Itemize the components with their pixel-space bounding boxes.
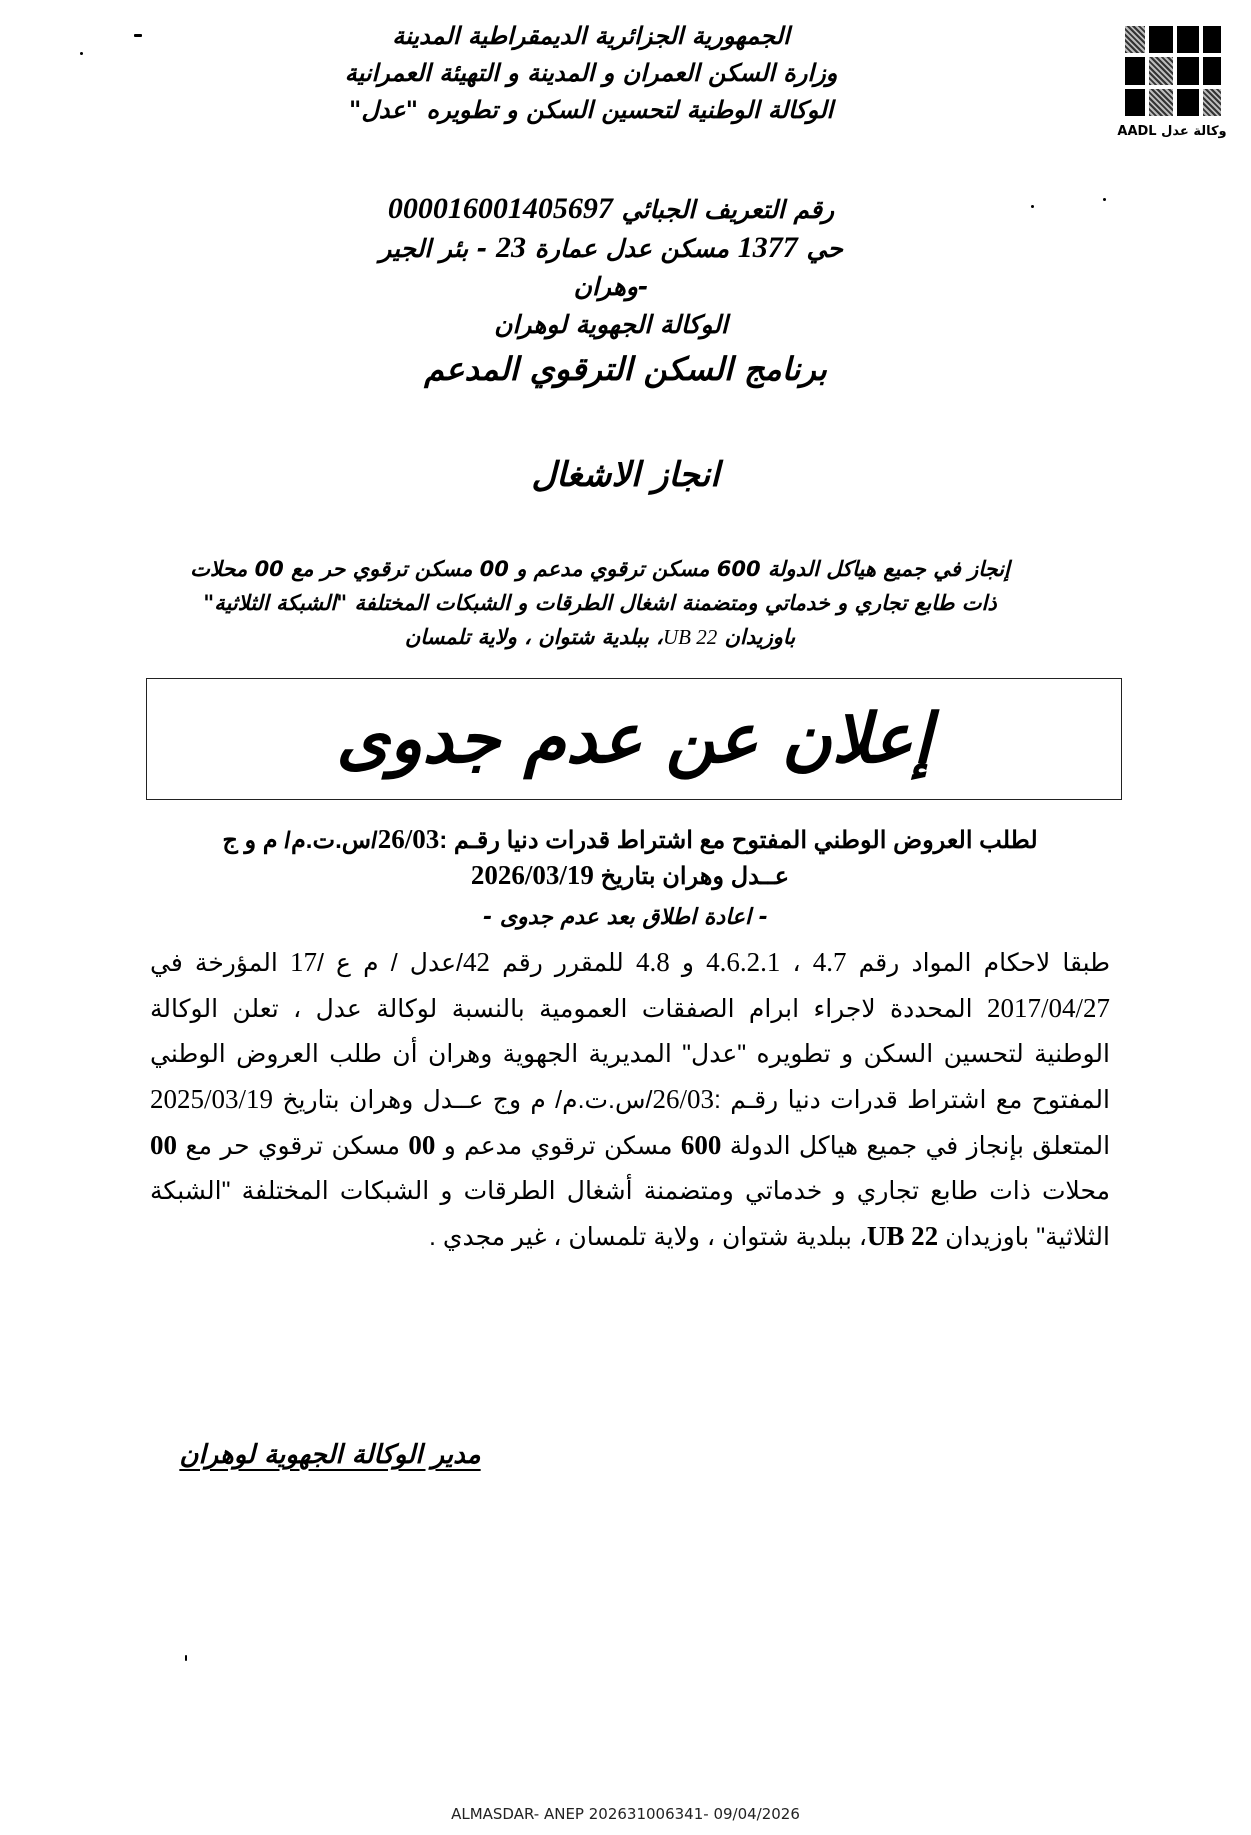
address-line bbox=[351, 229, 871, 306]
body-text: مسكن ترقوي مدعم و bbox=[443, 1132, 673, 1160]
aadl-logo bbox=[1111, 20, 1231, 140]
works-title: انجاز الاشغال bbox=[531, 455, 720, 495]
signature-title: مدير الوكالة الجهوية لوهران bbox=[179, 1440, 481, 1470]
address-number: 1377 bbox=[737, 231, 798, 264]
reference-text: لطلب العروض الوطني المفتوح مع اشتراط قدرات دنيا رقـم : bbox=[439, 827, 1038, 854]
unit-count: 00 bbox=[408, 1130, 436, 1160]
body-text: و bbox=[681, 949, 694, 977]
project-site-code: UB 22 bbox=[662, 625, 718, 649]
tender-number: 26/03 bbox=[652, 1084, 714, 1114]
notice-title-box bbox=[146, 678, 1122, 800]
reference-line-1 bbox=[140, 822, 1120, 858]
project-line-1 bbox=[160, 552, 1040, 586]
reference-text: عــدل وهران بتاريخ bbox=[600, 863, 790, 890]
scan-speck bbox=[80, 52, 83, 55]
article-number: 4.7 bbox=[812, 947, 847, 977]
address-rest: - بئر الجير -وهران bbox=[379, 234, 649, 301]
project-text: باوزيدان bbox=[724, 625, 796, 649]
unit-count: 600 bbox=[680, 1130, 722, 1160]
letterhead-line-ministry: وزارة السكن العمران و المدينة و التهيئة العمرانية bbox=[344, 59, 838, 87]
body-text: /س.ت.م/ م وج عــدل وهران بتاريخ bbox=[282, 1086, 653, 1114]
publication-footer: ALMASDAR- ANEP 202631006341- 09/04/2026 bbox=[451, 1805, 800, 1823]
letterhead-line-republic: الجمهورية الجزائرية الديمقراطية المدينة bbox=[392, 22, 790, 50]
project-count: 00 bbox=[479, 557, 509, 581]
tax-id-number: 000016001405697 bbox=[387, 192, 613, 225]
body-text: المتعلق بإنجاز في جميع هياكل الدولة bbox=[729, 1132, 1111, 1160]
program-title: برنامج السكن الترقوي المدعم bbox=[424, 350, 827, 388]
regional-agency: الوكالة الجهوية لوهران bbox=[494, 310, 728, 339]
tax-id-label: رقم التعريف الجبائي bbox=[621, 195, 835, 224]
project-text: مسكن ترقوي مدعم و bbox=[516, 557, 710, 581]
project-count: 600 bbox=[716, 557, 761, 581]
body-text: محلات ذات طابع تجاري و خدماتي ومتضمنة أشغال الطرقات و الشبكات المختلفة "الشبكة الثلاثية" باوزيدان bbox=[150, 1177, 1110, 1251]
notice-body bbox=[150, 940, 1110, 1260]
body-text: /عدل / م ع / bbox=[316, 949, 463, 977]
project-text: ، ببلدية شتوان ، ولاية تلمسان bbox=[404, 625, 663, 649]
aadl-logo-icon bbox=[1125, 26, 1221, 116]
scan-speck bbox=[185, 1655, 187, 1661]
project-text: محلات bbox=[190, 557, 248, 581]
tax-id-line bbox=[351, 190, 871, 229]
body-text: مسكن ترقوي حر مع bbox=[185, 1132, 401, 1160]
decision-number: 42 bbox=[462, 947, 490, 977]
project-line-3 bbox=[160, 620, 1040, 654]
project-text: إنجاز في جميع هياكل الدولة bbox=[767, 557, 1010, 581]
project-line-2: ذات طابع تجاري و خدماتي ومتضمنة اشغال الطرقات و الشبكات المختلفة "الشبكة الثلاثية" bbox=[203, 591, 997, 615]
identification-block bbox=[351, 190, 871, 344]
building-number: 23 bbox=[496, 231, 527, 264]
scan-speck bbox=[1031, 205, 1034, 208]
site-code: UB 22 bbox=[866, 1221, 939, 1251]
tender-reference bbox=[140, 822, 1120, 894]
reference-text: /س.ت.م/ م و ج bbox=[222, 827, 378, 854]
project-description bbox=[160, 552, 1040, 654]
notice-title: إعلان عن عدم جدوى bbox=[336, 699, 932, 779]
scan-speck bbox=[1103, 198, 1106, 201]
body-text: ، bbox=[792, 949, 801, 977]
tender-date: 2025/03/19 bbox=[150, 1084, 274, 1114]
reference-number: 26/03 bbox=[377, 824, 440, 854]
letterhead-line-agency: الوكالة الوطنية لتحسين السكن و تطويره "عدل" bbox=[348, 96, 834, 124]
body-text: المحددة لاجراء ابرام الصفقات العمومية بالنسبة لوكالة عدل ، تعلن الوكالة الوطنية لتحسين السكن و تطويره "عدل" المديرية الجهوية وهران أن طلب العروض الوطني المفتوح مع اشتراط قدرات دنيا رقـم : bbox=[150, 995, 1110, 1114]
article-number: 4.8 bbox=[635, 947, 670, 977]
unit-count: 00 bbox=[150, 1130, 177, 1160]
scan-speck bbox=[134, 34, 142, 37]
project-count: 00 bbox=[254, 557, 284, 581]
relaunch-note: - اعادة اطلاق بعد عدم جدوى - bbox=[483, 905, 768, 930]
decision-date: 2017/04/27 bbox=[986, 993, 1110, 1023]
address-prefix: حي bbox=[806, 234, 843, 263]
letterhead bbox=[311, 18, 871, 129]
logo-caption: وكالة عدل AADL bbox=[1117, 124, 1227, 139]
body-text: طبقا لاحكام المواد رقم bbox=[858, 949, 1111, 977]
body-text: المؤرخة في bbox=[150, 949, 278, 977]
reference-date: 2026/03/19 bbox=[470, 860, 594, 890]
decision-number: 17 bbox=[289, 947, 317, 977]
article-number: 4.6.2.1 bbox=[706, 947, 781, 977]
project-text: مسكن ترقوي حر مع bbox=[291, 557, 473, 581]
body-text: ، ببلدية شتوان ، ولاية تلمسان ، غير مجدي . bbox=[428, 1223, 867, 1251]
address-middle: مسكن عدل عمارة bbox=[534, 234, 730, 263]
reference-line-2 bbox=[140, 858, 1120, 894]
body-text: للمقرر رقم bbox=[502, 949, 624, 977]
